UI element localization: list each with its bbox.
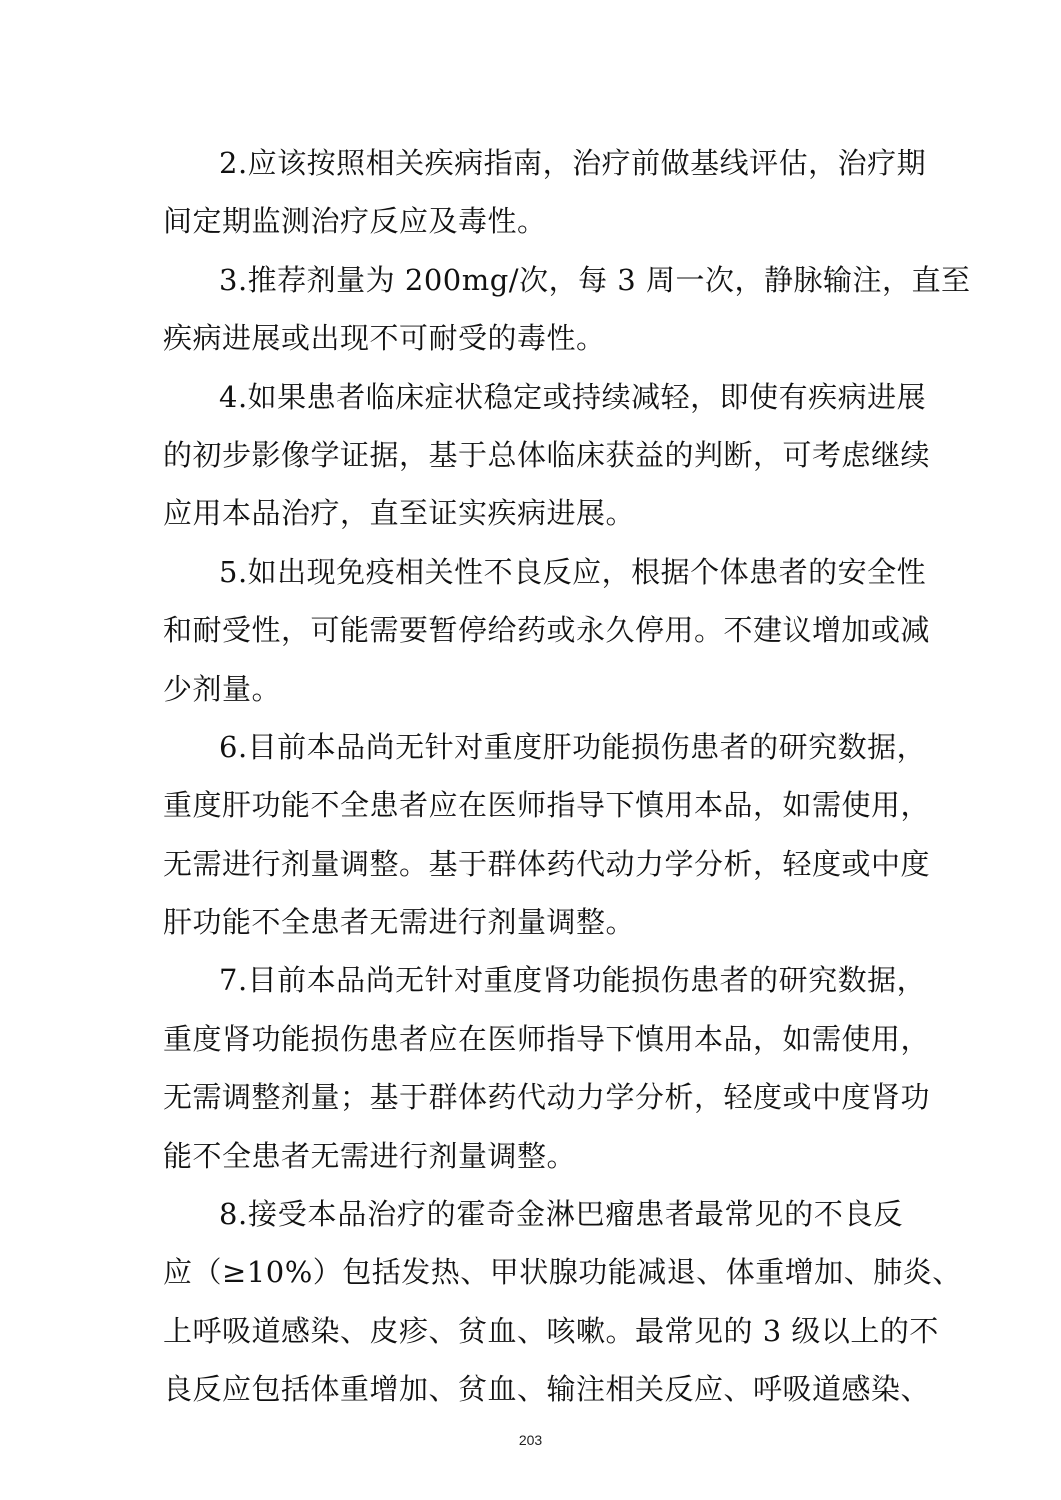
paragraph-item-3 bbox=[163, 251, 971, 368]
text-line: 间定期监测治疗反应及毒性。 bbox=[163, 204, 547, 239]
text-line: 4.如果患者临床症状稳定或持续减轻，即使有疾病进展 bbox=[219, 379, 927, 414]
text-line: 重度肾功能损伤患者应在医师指导下慎用本品，如需使用， bbox=[163, 1021, 931, 1056]
text-line: 应（≥10%）包括发热、甲状腺功能减退、体重增加、肺炎、 bbox=[163, 1255, 962, 1290]
text-line: 8.接受本品治疗的霍奇金淋巴瘤患者最常见的不良反 bbox=[219, 1197, 903, 1232]
text-line: 良反应包括体重增加、贫血、输注相关反应、呼吸道感染、 bbox=[163, 1372, 931, 1407]
paragraph-item-7 bbox=[163, 951, 931, 1185]
text-line: 少剂量。 bbox=[163, 671, 282, 706]
text-line: 的初步影像学证据，基于总体临床获益的判断，可考虑继续 bbox=[163, 437, 931, 472]
text-line: 能不全患者无需进行剂量调整。 bbox=[163, 1138, 577, 1173]
text-line: 重度肝功能不全患者应在医师指导下慎用本品，如需使用， bbox=[163, 788, 931, 823]
paragraph-item-5 bbox=[163, 543, 931, 718]
text-line: 3.推荐剂量为 200mg/次，每 3 周一次，静脉输注，直至 bbox=[219, 262, 971, 297]
document-body bbox=[163, 134, 971, 1419]
paragraph-item-2 bbox=[163, 134, 927, 251]
page-number: 203 bbox=[518, 1432, 543, 1448]
text-line: 5.如出现免疫相关性不良反应，根据个体患者的安全性 bbox=[219, 554, 927, 589]
text-line: 6.目前本品尚无针对重度肝功能损伤患者的研究数据， bbox=[219, 729, 927, 764]
paragraph-item-4 bbox=[163, 368, 931, 543]
text-line: 应用本品治疗，直至证实疾病进展。 bbox=[163, 496, 636, 531]
text-line: 上呼吸道感染、皮疹、贫血、咳嗽。最常见的 3 级以上的不 bbox=[163, 1313, 939, 1348]
paragraph-item-6 bbox=[163, 718, 931, 952]
text-line: 和耐受性，可能需要暂停给药或永久停用。不建议增加或减 bbox=[163, 613, 931, 648]
text-line: 肝功能不全患者无需进行剂量调整。 bbox=[163, 905, 636, 940]
text-line: 无需进行剂量调整。基于群体药代动力学分析，轻度或中度 bbox=[163, 846, 931, 881]
text-line: 7.目前本品尚无针对重度肾功能损伤患者的研究数据， bbox=[219, 963, 927, 998]
text-line: 无需调整剂量；基于群体药代动力学分析，轻度或中度肾功 bbox=[163, 1080, 931, 1115]
text-line: 疾病进展或出现不可耐受的毒性。 bbox=[163, 321, 606, 356]
text-line: 2.应该按照相关疾病指南，治疗前做基线评估，治疗期 bbox=[219, 146, 927, 180]
paragraph-item-8 bbox=[163, 1185, 962, 1419]
